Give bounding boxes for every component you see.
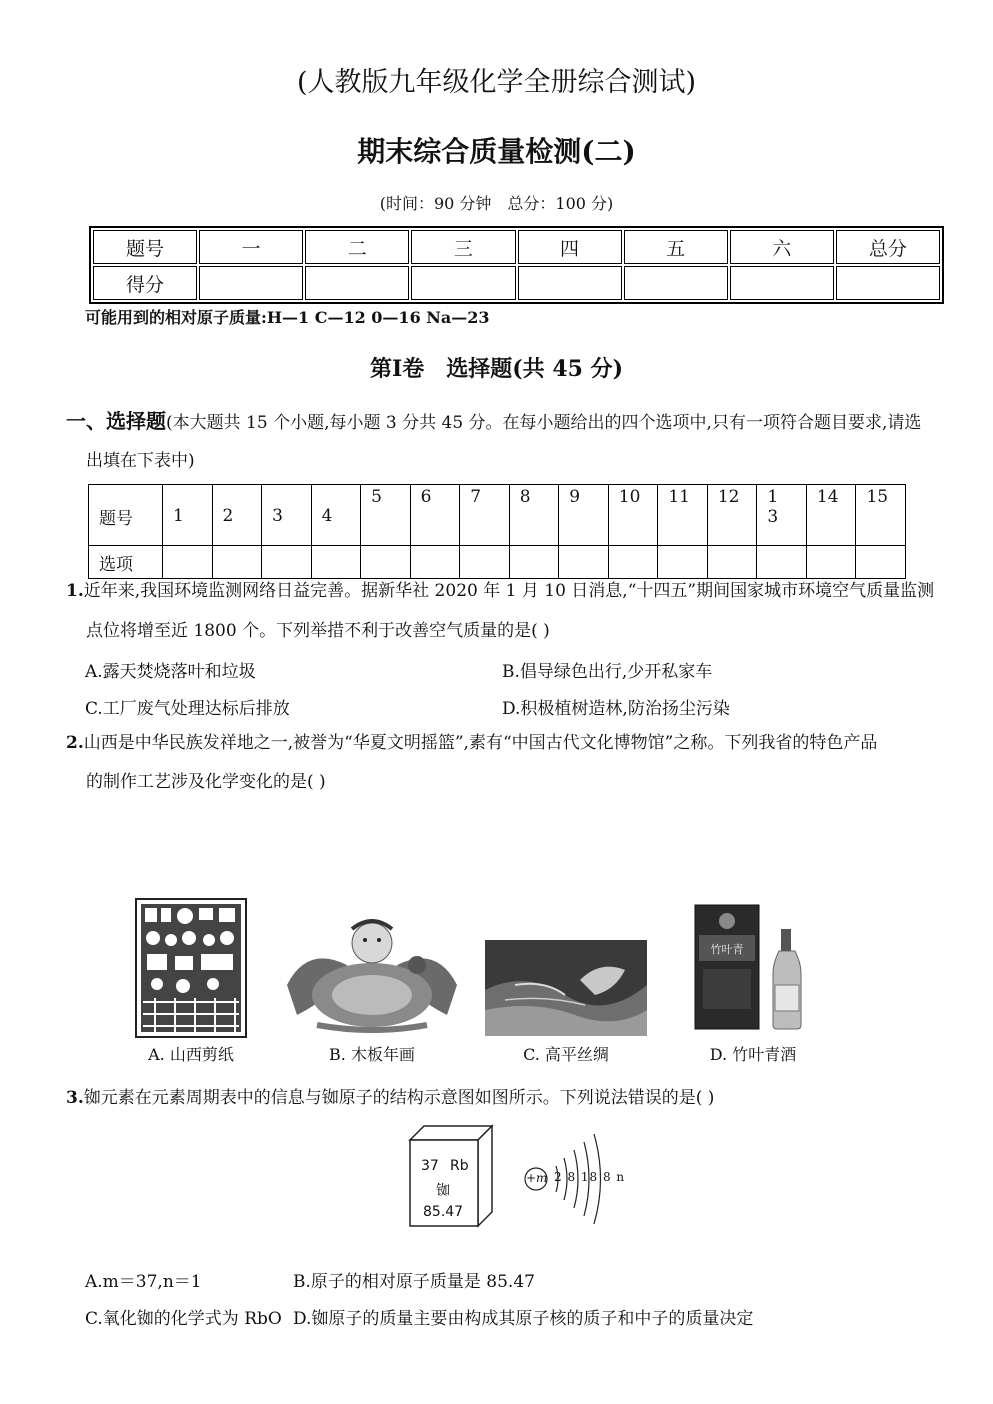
image-caption-c: C. 高平丝绸 [523,1045,609,1064]
score-table [89,226,944,304]
score-cell: 六 [730,230,834,264]
answer-blank[interactable] [757,546,807,579]
answer-blank[interactable] [608,546,658,579]
answer-row-label: 题号 [89,485,163,546]
q3-option-a[interactable]: A.m＝37,n＝1 [85,1272,202,1292]
element-name: 铷 [436,1183,450,1199]
q1-option-d[interactable]: D.积极植树造林,防治扬尘污染 [502,699,730,719]
score-blank[interactable] [518,266,622,300]
score-table-header-row [93,230,940,264]
score-blank[interactable] [411,266,515,300]
score-table-score-row [93,266,940,300]
answer-blank[interactable] [707,546,757,579]
answer-number: 5 [361,485,411,546]
page-title: (人教版九年级化学全册综合测试) [296,67,697,98]
answer-blank[interactable] [460,546,510,579]
answer-blank[interactable] [361,546,411,579]
score-cell: 五 [624,230,728,264]
exam-time-info: (时间：90 分钟 总分：100 分) [379,194,614,213]
answer-number: 2 [212,485,262,546]
score-cell: 题号 [93,230,197,264]
answer-number: 3 [262,485,312,546]
atomic-mass-note: 可能用到的相对原子质量:H—1 C—12 0—16 Na—23 [85,308,490,327]
atom-structure-diagram [522,1122,626,1232]
score-cell: 一 [199,230,303,264]
answer-table [88,484,906,579]
score-cell: 四 [518,230,622,264]
answer-blank[interactable] [806,546,856,579]
woodblock-print-image [277,915,467,1035]
svg-text:竹叶青: 竹叶青 [710,943,744,956]
answer-blank[interactable] [262,546,312,579]
answer-blank[interactable] [559,546,609,579]
answer-number: 9 [559,485,609,546]
score-blank[interactable] [305,266,409,300]
answer-number: 15 [856,485,906,546]
q3-option-d[interactable]: D.铷原子的质量主要由构成其原子核的质子和中子的质量决定 [293,1309,754,1329]
part1-desc-cont: 出填在下表中) [86,451,195,471]
question-text: 近年来,我国环境监测网络日益完善。据新华社 2020 年 1 月 10 日消息,“十四五”期间国家城市环境空气质量监测 [83,581,935,601]
electron-shells-label: 2 8 18 8 n [554,1170,626,1184]
atomic-number: 37 [421,1158,439,1174]
answer-blank[interactable] [856,546,906,579]
q1-option-b[interactable]: B.倡导绿色出行,少开私家车 [502,662,713,682]
answer-blank[interactable] [658,546,708,579]
answer-number: 6 [410,485,460,546]
question-text: 铷元素在元素周期表中的信息与铷原子的结构示意图如图所示。下列说法错误的是( ) [83,1088,715,1108]
score-cell: 二 [305,230,409,264]
part1-instruction [66,410,946,434]
answer-number: 8 [509,485,559,546]
answer-number: 11 [658,485,708,546]
answer-number: 10 [608,485,658,546]
question-text: 山西是中华民族发祥地之一,被誉为“华夏文明摇篮”,素有“中国古代文化博物馆”之称。下列我省的特色产品 [83,733,878,753]
silk-image [485,940,647,1036]
question-number: 3. [66,1088,84,1108]
score-cell: 总分 [836,230,940,264]
question-number: 2. [66,733,84,753]
question-3-stem [66,1087,946,1109]
answer-choice-row [89,546,906,579]
question-number: 1. [66,581,84,601]
question-2-stem [66,732,946,754]
question-1-stem-cont: 点位将增至近 1800 个。下列举措不利于改善空气质量的是( ) [86,621,550,641]
score-blank[interactable] [836,266,940,300]
liquor-image [693,903,813,1033]
part1-desc: (本大题共 15 个小题,每小题 3 分共 45 分。在每小题给出的四个选项中,只有一项符合题目要求,请选 [166,413,922,433]
answer-row-label: 选项 [89,546,163,579]
score-blank[interactable] [199,266,303,300]
score-blank[interactable] [624,266,728,300]
answer-number: 1 [163,485,213,546]
element-symbol: Rb [450,1158,469,1174]
question-1-stem [66,580,946,602]
answer-number: 12 [707,485,757,546]
part1-label: 一、选择题 [66,409,166,433]
q1-option-c[interactable]: C.工厂废气处理达标后排放 [85,699,290,719]
answer-blank[interactable] [509,546,559,579]
nucleus-label: +m [526,1171,548,1185]
answer-blank[interactable] [311,546,361,579]
element-card [408,1124,494,1228]
image-caption-d: D. 竹叶青酒 [709,1045,797,1064]
score-cell: 三 [411,230,515,264]
answer-number: 14 [806,485,856,546]
atomic-mass: 85.47 [423,1204,464,1220]
image-caption-a: A. 山西剪纸 [148,1045,234,1064]
exam-title: 期末综合质量检测(二) [357,135,636,168]
answer-number: 4 [311,485,361,546]
question-2-stem-cont: 的制作工艺涉及化学变化的是( ) [86,772,326,792]
answer-blank[interactable] [163,546,213,579]
answer-number: 1 3 [757,485,807,546]
q3-option-c[interactable]: C.氧化铷的化学式为 RbO [85,1309,282,1329]
score-label: 得分 [93,266,197,300]
answer-number-row [89,485,906,546]
score-blank[interactable] [730,266,834,300]
q3-option-b[interactable]: B.原子的相对原子质量是 85.47 [293,1272,535,1292]
section-title: 第Ⅰ卷 选择题(共 45 分) [369,356,624,382]
answer-blank[interactable] [410,546,460,579]
image-caption-b: B. 木板年画 [329,1045,415,1064]
answer-number: 7 [460,485,510,546]
q1-option-a[interactable]: A.露天焚烧落叶和垃圾 [85,662,256,682]
paper-cut-image [135,898,247,1038]
answer-blank[interactable] [212,546,262,579]
